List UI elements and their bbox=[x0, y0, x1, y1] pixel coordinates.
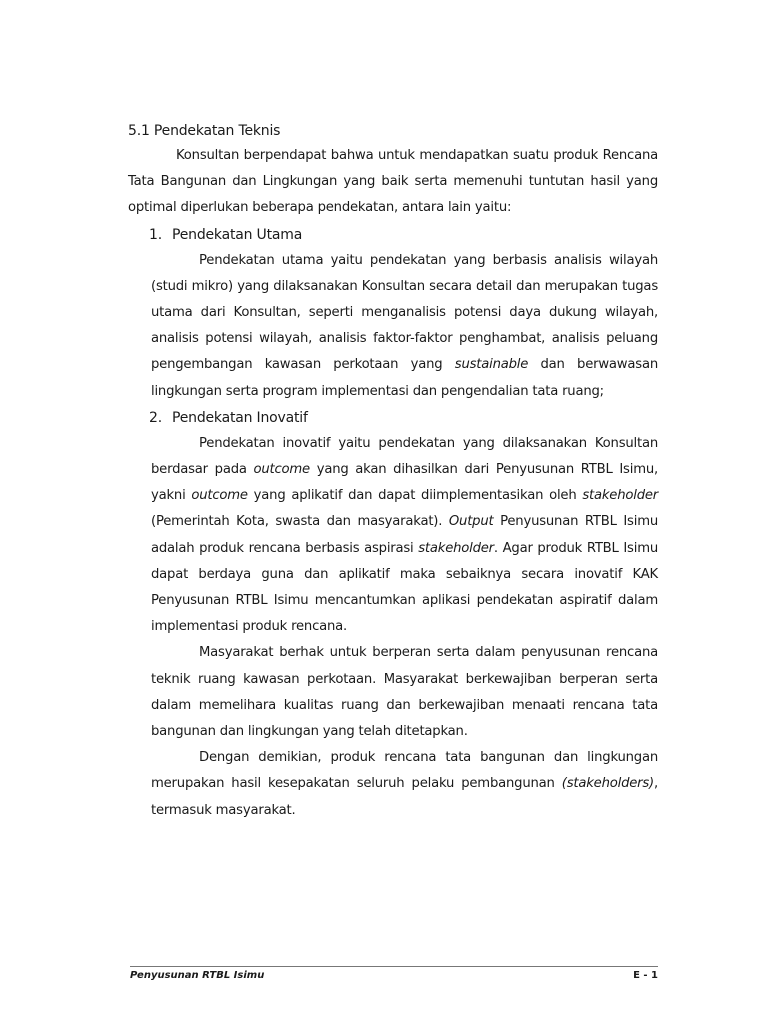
list-item-1 bbox=[151, 222, 658, 405]
intro-paragraph: Konsultan berpendapat bahwa untuk mendapatkan suatu produk Rencana Tata Bangunan dan Lingkungan yang baik serta memenuhi tuntutan hasil yang optimal diperlukan beberapa pendekatan, antara lain yaitu: bbox=[128, 148, 658, 216]
page-number: E - 1 bbox=[633, 970, 658, 981]
italic-term: stakeholder bbox=[418, 540, 494, 556]
text-run: yang aplikatif dan dapat diimplementasikan oleh bbox=[247, 488, 583, 504]
text-run: Dengan demikian, produk rencana tata bangunan dan lingkungan merupakan hasil kesepakatan seluruh pelaku pembangunan bbox=[151, 750, 658, 792]
italic-term: (stakeholders) bbox=[561, 776, 654, 792]
list-item-2-paragraph-3 bbox=[151, 745, 658, 824]
text-run: . Agar produk RTBL Isimu dapat berdaya guna dan aplikatif maka sebaiknya secara inovatif KAK Penyusunan RTBL Isimu mencantumkan aplikasi pendekatan aspiratif dalam implementasi produk rencana. bbox=[151, 540, 658, 635]
page-footer bbox=[130, 966, 658, 981]
italic-term: Output bbox=[448, 514, 494, 530]
list-item-2-paragraph-2: Masyarakat berhak untuk berperan serta dalam penyusunan rencana teknik ruang kawasan perkotaan. Masyarakat berkewajiban berperan serta dalam memelihara kualitas ruang dan berkewajiban menaati rencana tata bangunan dan lingkungan yang telah ditetapkan. bbox=[151, 645, 658, 740]
text-run: Pendekatan utama yaitu pendekatan yang berbasis analisis wilayah (studi mikro) yang dilaksanakan Konsultan secara detail dan merupakan tugas utama dari Konsultan, seperti menganalisis potensi daya dukung wilayah, analisis potensi wilayah, analisis faktor-faktor penghambat, analisis peluang pengembangan kawasan perkotaan yang bbox=[151, 252, 658, 373]
list-item-2-title: Pendekatan Inovatif bbox=[172, 409, 308, 426]
text-run: dan berwawasan lingkungan serta program implementasi dan pengendalian tata ruang; bbox=[151, 357, 658, 399]
list-item-1-paragraph bbox=[151, 248, 658, 405]
text-run: Pendekatan inovatif yaitu pendekatan yang dilaksanakan Konsultan berdasar pada bbox=[151, 435, 658, 478]
footer-document-title: Penyusunan RTBL Isimu bbox=[130, 970, 265, 981]
list-item-2-heading bbox=[150, 405, 658, 431]
text-run: (Pemerintah Kota, swasta dan masyarakat). bbox=[151, 514, 449, 530]
list-item-1-number: 1. bbox=[149, 226, 162, 243]
italic-term: outcome bbox=[191, 488, 248, 504]
italic-term: stakeholder bbox=[582, 488, 658, 504]
list-item-2-paragraph-1 bbox=[151, 431, 658, 641]
page-content bbox=[128, 119, 658, 824]
list-item-1-title: Pendekatan Utama bbox=[172, 226, 303, 243]
italic-term: outcome bbox=[253, 462, 310, 478]
section-heading: 5.1 Pendekatan Teknis bbox=[128, 123, 281, 139]
italic-term: sustainable bbox=[454, 357, 529, 373]
text-run: , termasuk masyarakat. bbox=[151, 776, 658, 818]
list-item-2 bbox=[151, 405, 658, 824]
text-run: yang akan dihasilkan dari Penyusunan RTBL Isimu, yakni bbox=[151, 462, 658, 504]
list-item-1-heading bbox=[150, 222, 658, 248]
text-run: Penyusunan RTBL Isimu adalah produk rencana berbasis aspirasi bbox=[151, 514, 658, 556]
list-item-2-number: 2. bbox=[149, 409, 162, 426]
